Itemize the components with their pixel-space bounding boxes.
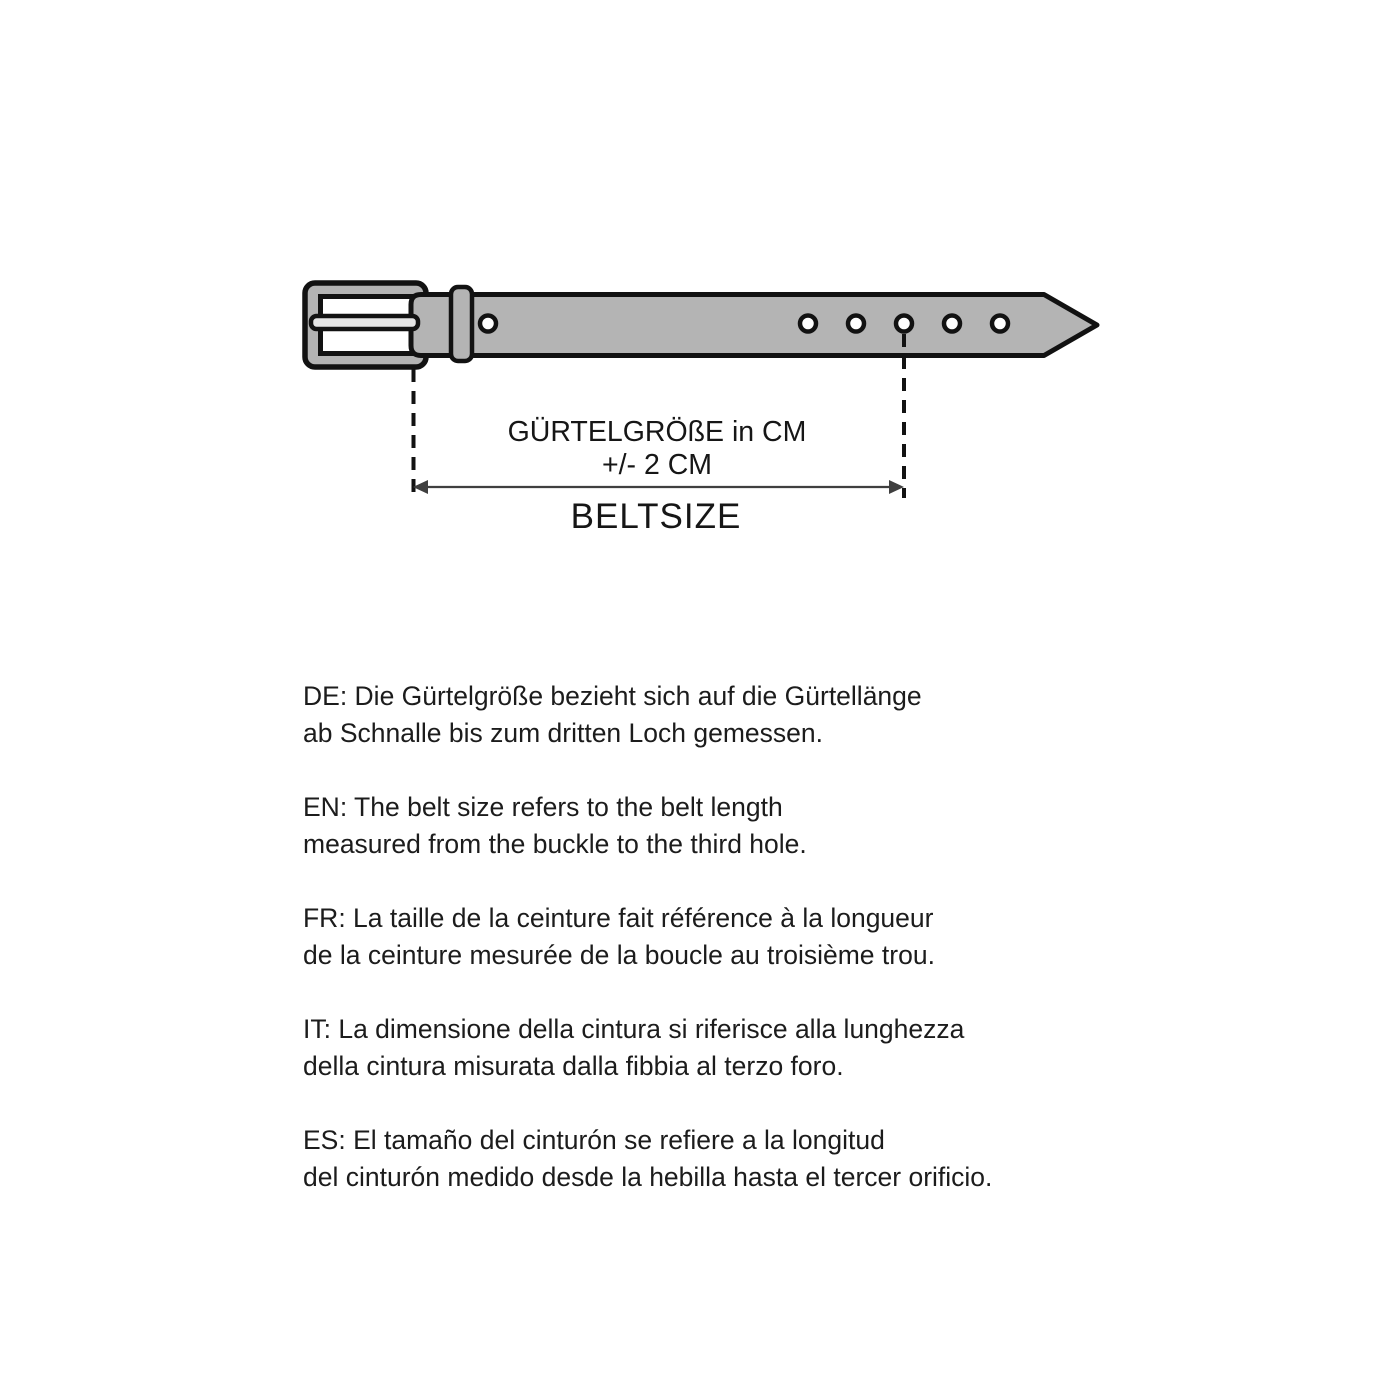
description-it bbox=[303, 1011, 1203, 1085]
belt-hole-third-measured bbox=[896, 316, 912, 332]
belt-hole bbox=[848, 316, 864, 332]
description-es-line1: ES: El tamaño del cinturón se refiere a la longitud bbox=[303, 1125, 885, 1155]
description-en bbox=[303, 789, 1203, 863]
beltsize-label: BELTSIZE bbox=[570, 497, 742, 536]
belt-buckle-prong bbox=[311, 316, 418, 329]
description-it-line1: IT: La dimensione della cintura si riferisce alla lunghezza bbox=[303, 1014, 965, 1044]
description-es bbox=[303, 1122, 1203, 1196]
size-label-line2: +/- 2 CM bbox=[601, 449, 713, 481]
description-fr-line2: de la ceinture mesurée de la boucle au troisième trou. bbox=[303, 940, 935, 970]
description-fr-line1: FR: La taille de la ceinture fait référence à la longueur bbox=[303, 903, 934, 933]
belt-diagram bbox=[0, 0, 1400, 640]
description-de bbox=[303, 678, 1203, 752]
description-en-line2: measured from the buckle to the third hole. bbox=[303, 829, 807, 859]
belt-hole bbox=[992, 316, 1008, 332]
measurement-arrowhead-right bbox=[889, 480, 904, 494]
language-descriptions bbox=[303, 678, 1203, 1233]
belt-hole bbox=[800, 316, 816, 332]
description-es-line2: del cinturón medido desde la hebilla hasta el tercer orificio. bbox=[303, 1162, 993, 1192]
description-de-line2: ab Schnalle bis zum dritten Loch gemessen. bbox=[303, 718, 823, 748]
belt-hole bbox=[944, 316, 960, 332]
belt-hole bbox=[480, 316, 496, 332]
description-fr bbox=[303, 900, 1203, 974]
description-it-line2: della cintura misurata dalla fibbia al terzo foro. bbox=[303, 1051, 844, 1081]
description-de-line1: DE: Die Gürtelgröße bezieht sich auf die Gürtellänge bbox=[303, 681, 922, 711]
size-label-line1: GÜRTELGRÖßE in CM bbox=[507, 416, 807, 448]
description-en-line1: EN: The belt size refers to the belt length bbox=[303, 792, 783, 822]
belt-keeper-loop bbox=[451, 287, 472, 361]
